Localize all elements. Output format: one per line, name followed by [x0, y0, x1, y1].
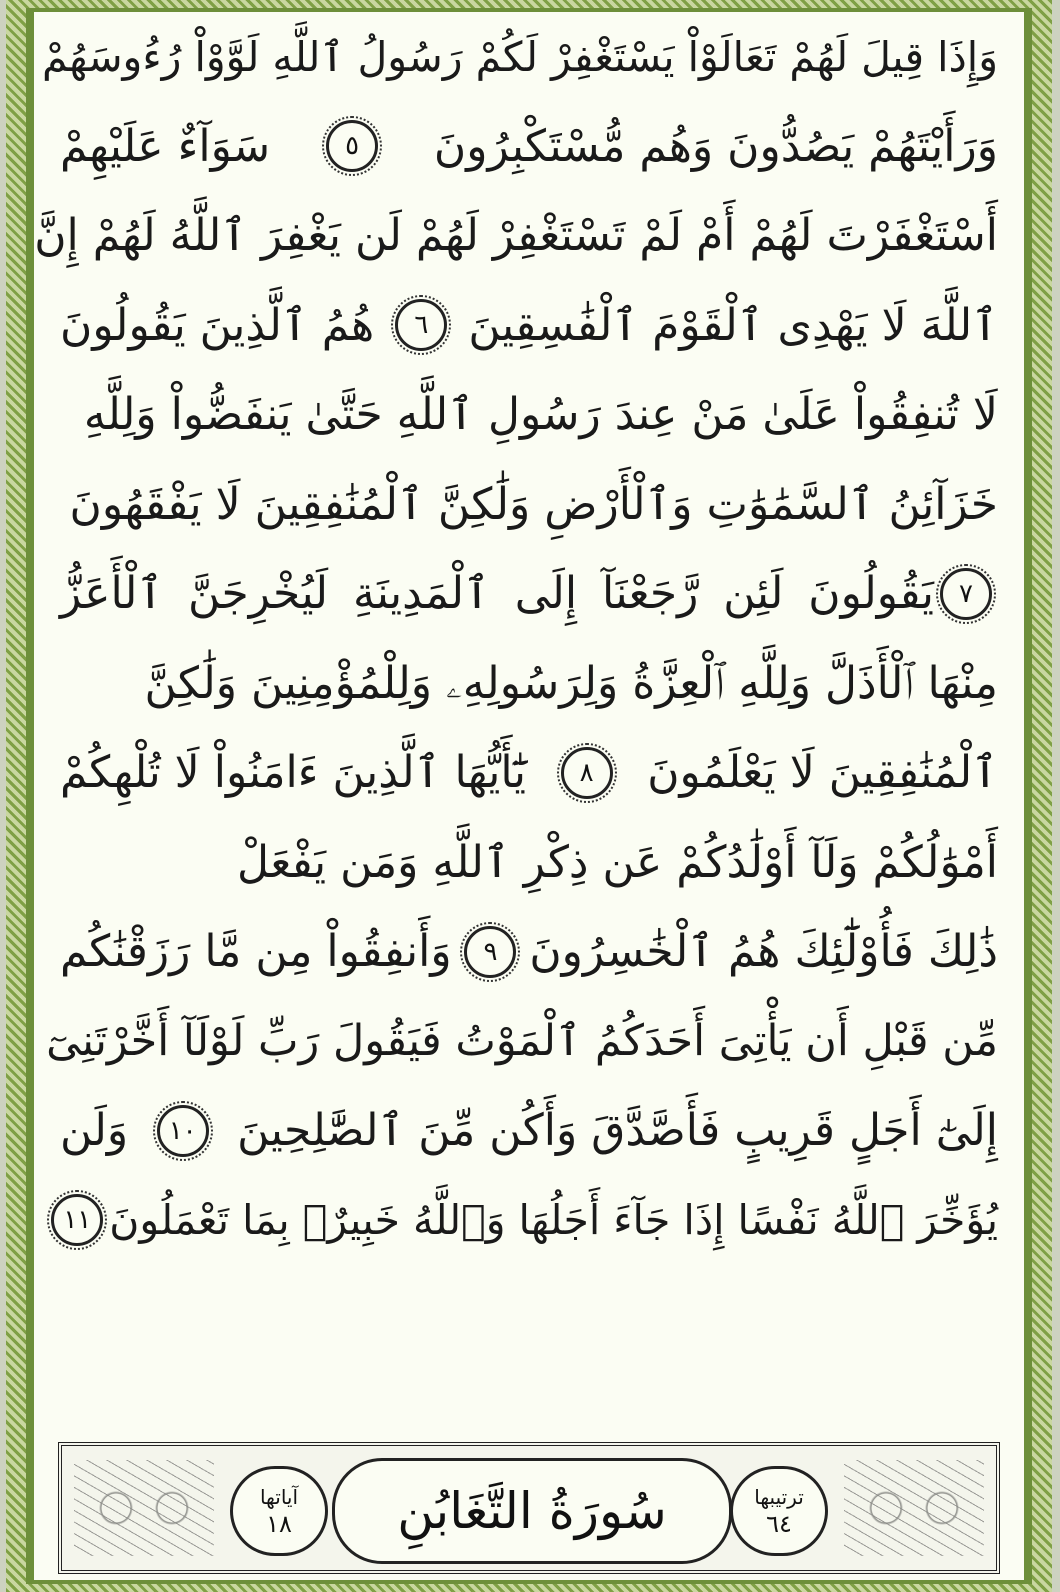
line-text: لَا تُنفِقُواْ عَلَىٰ مَنْ عِندَ رَسُولِ ٱللَّهِ حَتَّىٰ يَنفَضُّواْ وَلِلَّهِ	[83, 389, 998, 441]
line-text: أَسْتَغْفَرْتَ لَهُمْ أَمْ لَمْ تَسْتَغْفِرْ لَهُمْ لَن يَغْفِرَ ٱللَّهُ لَهُمْ إِنَّ	[34, 210, 998, 262]
arabesque-ornament-icon	[844, 1460, 984, 1556]
surah-title: سُورَةُ التَّغَابُنِ	[397, 1482, 667, 1540]
verse-line-13	[34, 1086, 1024, 1176]
verse-line-7	[34, 549, 1024, 639]
line-text: ٱللَّهَ لَا يَهْدِى ٱلْقَوْمَ ٱلْفَٰسِقِينَ	[468, 299, 998, 351]
verse-count-box	[230, 1466, 328, 1556]
line-text-after: وَأَنفِقُواْ مِن مَّا رَزَقْنَٰكُم	[60, 926, 452, 978]
ayah-number-marker: ٨	[561, 747, 613, 799]
verse-line-12	[34, 997, 1024, 1087]
ayah-number-marker: ٥	[326, 120, 378, 172]
ayah-number-marker: ٦	[395, 299, 447, 351]
line-text: ٱلْمُنَٰفِقِينَ لَا يَعْلَمُونَ	[647, 747, 998, 799]
verse-line-8	[34, 639, 1024, 729]
line-text-after: هُمُ ٱلَّذِينَ يَقُولُونَ	[60, 299, 375, 351]
arabesque-ornament-icon	[74, 1460, 214, 1556]
line-text: وَإِذَا قِيلَ لَهُمْ تَعَالَوْاْ يَسْتَغْفِرْ لَكُمْ رَسُولُ ٱللَّهِ لَوَّوْاْ رُءُوسَهُمْ	[42, 32, 998, 81]
surah-order-value: ٦٤	[766, 1510, 792, 1538]
verse-line-9	[34, 728, 1024, 818]
verse-line-2	[34, 102, 1024, 192]
line-text-after: يَٰٓأَيُّهَا ٱلَّذِينَ ءَامَنُواْ لَا تُلْهِكُمْ	[60, 747, 527, 799]
verse-count-value: ١٨	[266, 1510, 292, 1538]
verse-line-3	[34, 191, 1024, 281]
verse-lines	[34, 12, 1024, 1265]
verse-line-10	[34, 818, 1024, 908]
line-text: خَزَآئِنُ ٱلسَّمَٰوَٰتِ وَٱلْأَرْضِ وَلَٰكِنَّ ٱلْمُنَٰفِقِينَ لَا يَفْقَهُونَ	[69, 478, 998, 530]
surah-title-cartouche	[332, 1458, 732, 1564]
verse-line-6	[34, 460, 1024, 550]
ayah-number-marker: ١٠	[157, 1105, 209, 1157]
line-text: ذَٰلِكَ فَأُوْلَٰٓئِكَ هُمُ ٱلْخَٰسِرُونَ	[529, 926, 998, 978]
line-text: مِنْهَا ٱلْأَذَلَّ وَلِلَّهِ ٱلْعِزَّةُ وَلِرَسُولِهِۦ وَلِلْمُؤْمِنِينَ وَلَٰكِنَّ	[144, 657, 998, 709]
surah-order-box	[730, 1466, 828, 1556]
line-text: أَمْوَٰلُكُمْ وَلَآ أَوْلَٰدُكُمْ عَن ذِكْرِ ٱللَّهِ وَمَن يَفْعَلْ	[237, 836, 998, 888]
ayah-number-marker: ٧	[940, 568, 992, 620]
surah-order-label: ترتيبها	[754, 1485, 804, 1509]
line-text: يُؤَخِّرَ ٱللَّهُ نَفْسًا إِذَا جَآءَ أَجَلُهَا وَٱللَّهُ خَبِيرٌۢ بِمَا تَعْمَلُونَ	[109, 1196, 998, 1245]
ayah-number-marker: ١١	[51, 1194, 103, 1246]
line-text-after: سَوَآءٌ عَلَيْهِمْ	[60, 120, 271, 172]
verse-line-4	[34, 281, 1024, 371]
verse-line-1	[34, 12, 1024, 102]
verse-line-14	[34, 1176, 1024, 1266]
line-text: إِلَىٰٓ أَجَلٍ قَرِيبٍ فَأَصَّدَّقَ وَأَكُن مِّنَ ٱلصَّٰلِحِينَ	[237, 1105, 998, 1157]
verse-count-label: آياتها	[259, 1485, 299, 1509]
verse-line-11	[34, 907, 1024, 997]
line-text: وَرَأَيْتَهُمْ يَصُدُّونَ وَهُم مُّسْتَكْبِرُونَ	[433, 120, 998, 172]
line-text-after: يَقُولُونَ لَئِن رَّجَعْنَآ إِلَى ٱلْمَدِينَةِ لَيُخْرِجَنَّ ٱلْأَعَزُّ	[60, 568, 934, 620]
line-text: مِّن قَبْلِ أَن يَأْتِىَ أَحَدَكُمُ ٱلْمَوْتُ فَيَقُولَ رَبِّ لَوْلَآ أَخَّرْتَنِىٓ	[46, 1016, 998, 1067]
verse-line-5	[34, 370, 1024, 460]
ayah-number-marker: ٩	[464, 926, 516, 978]
surah-header-banner	[58, 1442, 1000, 1574]
line-text-after: وَلَن	[60, 1105, 129, 1157]
